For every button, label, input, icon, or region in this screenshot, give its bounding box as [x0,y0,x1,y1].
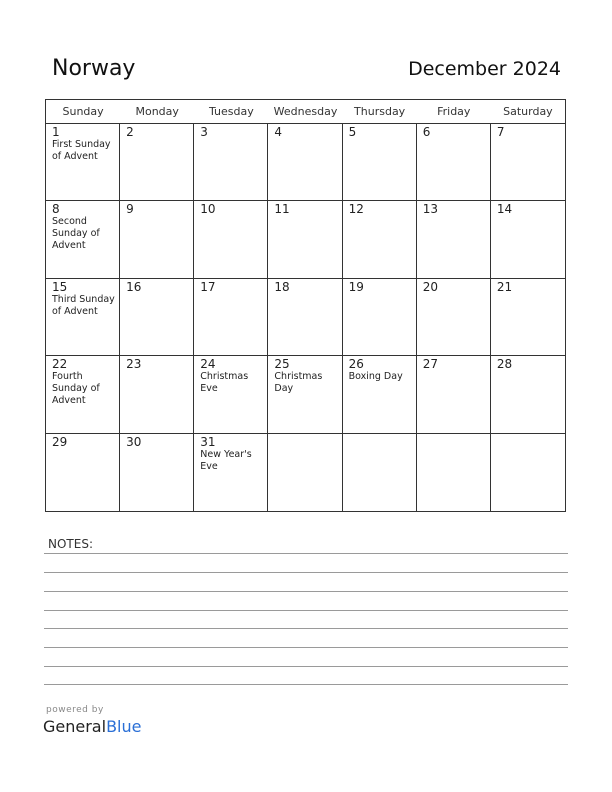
note-line [44,610,568,611]
weekday-wednesday: Wednesday [273,105,338,118]
note-line [44,666,568,667]
holiday-label: Boxing Day [348,371,403,383]
day-cell [491,279,565,356]
day-cell [491,201,565,278]
day-number: 16 [126,279,142,294]
note-line [44,553,568,554]
day-number: 27 [422,357,438,372]
day-cell [343,356,417,433]
day-cell [194,201,268,278]
day-number: 26 [348,357,364,372]
day-number: 6 [422,125,431,139]
day-cell [343,279,417,356]
day-number: 30 [126,434,142,449]
day-cell [417,279,491,356]
day-number: 23 [126,357,142,372]
weekday-monday: Monday [135,105,179,118]
day-cell [120,356,194,433]
day-number: 20 [422,279,438,294]
holiday-label: New Year's Eve [200,448,252,472]
country-title: Norway [52,56,136,81]
weekday-header-row [46,100,565,124]
day-number: 7 [496,125,505,139]
day-number: 14 [496,202,513,217]
day-number: 17 [200,279,216,294]
day-number: 31 [200,434,216,449]
day-number: 5 [348,125,357,139]
note-line [44,628,568,629]
day-cell [120,201,194,278]
day-cell [46,124,120,201]
day-cell [343,434,417,511]
day-number: 4 [274,125,283,139]
day-number: 22 [52,357,68,372]
holiday-label: Second Sunday of Advent [52,216,100,252]
day-number: 24 [200,357,216,372]
day-number: 1 [52,125,60,139]
day-number: 13 [422,202,438,217]
day-cell [46,201,120,278]
month-title: December 2024 [408,58,561,80]
day-number: 9 [126,202,134,217]
day-number: 21 [496,279,513,294]
day-cell [194,434,268,511]
day-number: 2 [126,125,134,139]
day-cell [268,356,342,433]
day-number: 3 [200,125,208,139]
day-cell [491,356,565,433]
weekday-friday: Friday [437,105,471,118]
holiday-label: Third Sunday of Advent [52,293,115,317]
note-line [44,684,568,685]
day-cell [343,201,417,278]
holiday-label: First Sunday of Advent [52,139,111,162]
note-line [44,647,568,648]
brand-part-blue: Blue [106,717,142,736]
day-cell [268,124,342,201]
day-number: 15 [52,279,68,294]
note-line [44,591,568,592]
weekday-tuesday: Tuesday [208,105,254,118]
day-number: 25 [274,357,290,372]
day-cell [46,279,120,356]
calendar-grid [45,99,566,512]
day-cells [46,124,565,511]
weekday-saturday: Saturday [503,105,553,118]
day-cell [491,434,565,511]
day-cell [268,434,342,511]
day-cell [268,279,342,356]
day-cell [491,124,565,201]
note-line [44,572,568,573]
day-number: 18 [274,279,290,294]
day-cell [417,356,491,433]
day-cell [120,434,194,511]
day-number: 12 [348,202,364,217]
day-cell [46,356,120,433]
powered-by-text: powered by [46,705,104,715]
notes-label: NOTES: [48,537,93,551]
day-cell [194,124,268,201]
day-cell [417,124,491,201]
day-number: 28 [496,357,513,372]
day-number: 29 [52,434,68,449]
day-cell [417,201,491,278]
day-number: 10 [200,202,216,217]
day-number: 19 [348,279,364,294]
day-cell [194,356,268,433]
holiday-label: Christmas Day [274,371,323,395]
day-number: 8 [52,202,60,217]
day-cell [417,434,491,511]
generalblue-logo [43,717,141,737]
holiday-label: Christmas Eve [200,371,249,395]
day-cell [268,201,342,278]
holiday-label: Fourth Sunday of Advent [52,371,100,407]
weekday-thursday: Thursday [354,105,406,118]
day-number: 11 [274,202,290,217]
weekday-sunday: Sunday [62,105,104,118]
brand-part-general: General [43,717,107,736]
day-cell [120,124,194,201]
day-cell [46,434,120,511]
day-cell [343,124,417,201]
day-cell [120,279,194,356]
day-cell [194,279,268,356]
